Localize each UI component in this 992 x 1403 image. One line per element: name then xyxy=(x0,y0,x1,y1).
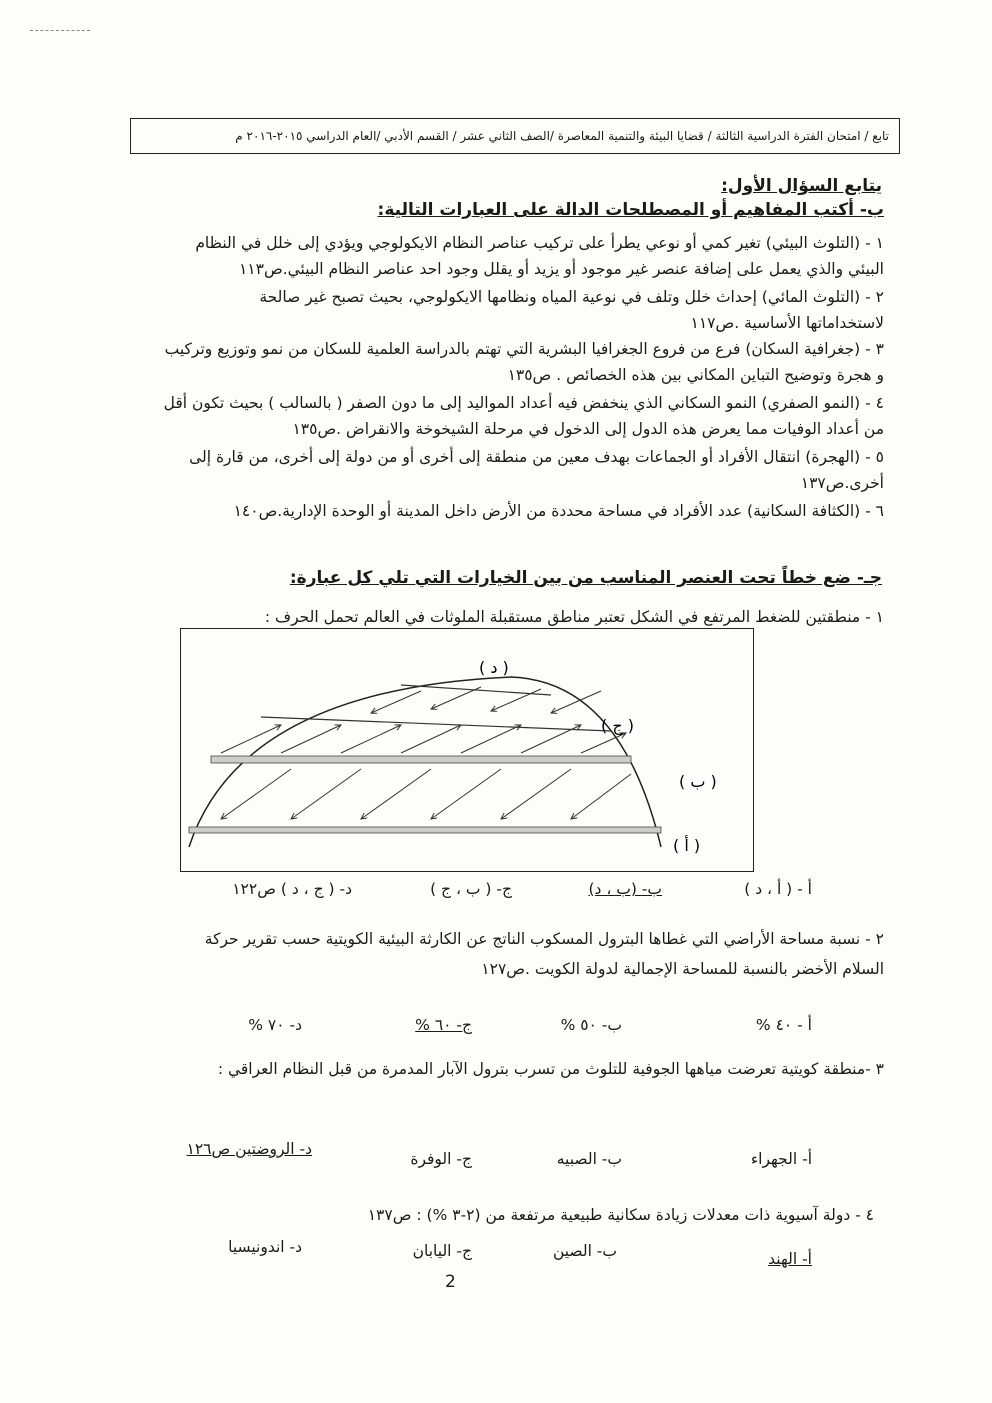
q2-option-a[interactable]: أ - ٤٠ % xyxy=(755,1016,812,1034)
label-a: ( أ ) xyxy=(673,836,701,855)
q3-option-d[interactable]: د- الروضتين ص١٢٦ xyxy=(186,1140,312,1158)
q4-option-c[interactable]: ج- اليابان xyxy=(412,1242,472,1260)
label-d: ( د ) xyxy=(479,658,509,677)
exam-header: تابع / امتحان الفترة الدراسية الثالثة / قضايا البيئة والتنمية المعاصرة /الصف الثاني عشر / القسم الأدبي /العام الدراسي ٢٠١٥-٢٠١٦ م xyxy=(130,118,900,154)
q1-option-a[interactable]: أ - ( أ ، د ) xyxy=(744,880,812,898)
q2-option-d[interactable]: د- ٧٠ % xyxy=(248,1016,302,1034)
q1-text: ١ - منطقتين للضغط المرتفع في الشكل تعتبر مناطق مستقبلة الملوثات في العالم تحمل الحرف : xyxy=(264,608,884,626)
part-b-item-2-line-2: لاستخداماتها الأساسية .ص١١٧ xyxy=(690,314,884,332)
part-b-title: ب- أكتب المفاهيم أو المصطلحات الدالة على العبارات التالية: xyxy=(377,200,884,220)
q4-option-b[interactable]: ب- الصين xyxy=(552,1242,617,1260)
band-d xyxy=(401,685,551,695)
part-b-item-4-line-1: ٤ - (النمو الصفري) النمو السكاني الذي ينخفض فيه أعداد المواليد إلى ما دون الصفر ( بالسالب ) بحيث تكون أقل xyxy=(163,394,884,412)
part-c-title: جـ- ضع خطاً تحت العنصر المناسب من بين الخيارات التي تلي كل عبارة: xyxy=(289,568,882,588)
q3-text: ٣ -منطقة كويتية تعرضت مياهها الجوفية للتلوث من تسرب بترول الآبار المدمرة من قبل النظام العراقي : xyxy=(217,1060,884,1078)
band-b xyxy=(211,756,631,763)
pressure-belts-figure xyxy=(180,628,754,872)
q3-option-b[interactable]: ب- الصبيه xyxy=(556,1150,622,1168)
part-b-item-3-line-1: ٣ - (جغرافية السكان) فرع من فروع الجغرافيا البشرية التي تهتم بالدراسة العلمية للسكان من نمو وتوزيع وتركيب xyxy=(164,340,884,358)
label-b: ( ب ) xyxy=(679,772,717,791)
q1-option-c[interactable]: ج- ( ب ، ج ) xyxy=(430,880,512,898)
part-b-item-2-line-1: ٢ - (التلوث المائي) إحداث خلل وتلف في نوعية المياه ونظامها الايكولوجي، بحيث تصبح غير صالحة xyxy=(259,288,884,306)
page-number: 2 xyxy=(445,1272,456,1292)
hemisphere-diagram xyxy=(181,629,752,870)
part-b-item-5-line-2: أخرى.ص١٣٧ xyxy=(800,474,884,492)
part-b-item-5-line-1: ٥ - (الهجرة) انتقال الأفراد أو الجماعات بهدف معين من منطقة إلى أخرى أو من دولة إلى أخرى، من قارة إلى xyxy=(189,448,884,466)
q3-option-a[interactable]: أ- الجهراء xyxy=(750,1150,812,1168)
q2-option-c[interactable]: ج- ٦٠ % xyxy=(415,1016,472,1034)
part-b-item-3-line-2: و هجرة وتوضيح التباين المكاني بين هذه الخصائص . ص١٣٥ xyxy=(507,366,884,384)
scan-mark xyxy=(30,30,90,31)
q2-line-1: ٢ - نسبة مساحة الأراضي التي غطاها البترول المسكوب الناتج عن الكارثة البيئية الكويتية حسب تقرير حركة xyxy=(204,930,884,948)
q4-option-a[interactable]: أ- الهند xyxy=(768,1250,812,1268)
q3-option-c[interactable]: ج- الوفرة xyxy=(410,1150,472,1168)
band-c xyxy=(261,717,611,731)
q1-option-b[interactable]: ب- (ب ، د) xyxy=(588,880,662,898)
continue-title: يتابع السؤال الأول: xyxy=(721,176,882,196)
band-a xyxy=(189,827,661,833)
part-b-item-1-line-2: البيئي والذي يعمل على إضافة عنصر غير موجود أو يزيد أو يقلل وجود احد عناصر النظام البيئي.ص١١٣ xyxy=(238,260,884,278)
q2-line-2: السلام الأخضر بالنسبة للمساحة الإجمالية لدولة الكويت .ص١٢٧ xyxy=(481,960,884,978)
label-c: ( ج ) xyxy=(601,716,634,735)
part-b-item-1-line-1: ١ - (التلوث البيئي) تغير كمي أو نوعي يطرأ على تركيب عناصر النظام الايكولوجي ويؤدي إلى خلل في النظام xyxy=(195,234,884,252)
q1-option-d[interactable]: د- ( ج ، د ) ص١٢٢ xyxy=(232,880,352,898)
q2-option-b[interactable]: ب- ٥٠ % xyxy=(560,1016,622,1034)
q4-option-d[interactable]: د- اندونيسيا xyxy=(228,1238,302,1256)
part-b-item-4-line-2: من أعداد الوفيات مما يعرض هذه الدول إلى الدخول في مرحلة الشيخوخة والانقراض .ص١٣٥ xyxy=(292,420,884,438)
wind-arrows-lower xyxy=(221,769,631,819)
part-b-item-6-line-1: ٦ - (الكثافة السكانية) عدد الأفراد في مساحة محددة من الأرض داخل المدينة أو الوحدة الإدارية.ص١٤٠ xyxy=(233,502,884,520)
q4-text: ٤ - دولة آسيوية ذات معدلات زيادة سكانية طبيعية مرتفعة من (٢-٣ %) : ص١٣٧ xyxy=(367,1206,874,1224)
